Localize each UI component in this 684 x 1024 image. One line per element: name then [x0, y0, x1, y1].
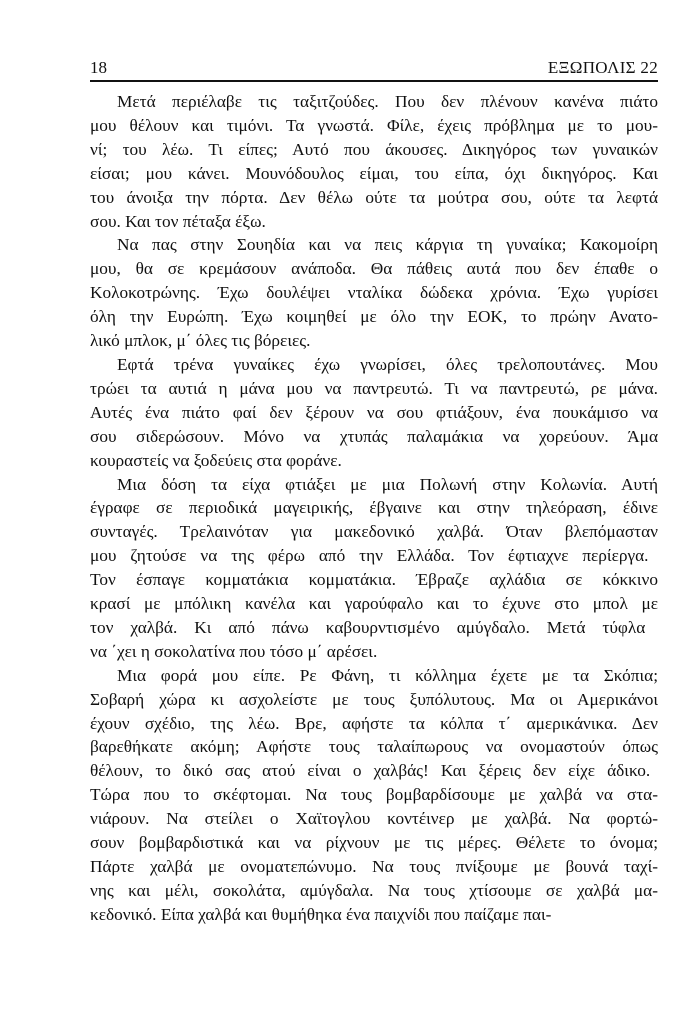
text-line: Πάρτε χαλβά με ονοματεπώνυμο. Να τους πνίξουμε με βουνά ταχί- — [90, 857, 658, 876]
text-line: λικό μπλοκ, μ΄ όλες τις βόρειες. — [90, 331, 311, 351]
text-line: μου ζητούσε να της φέρω από την Ελλάδα. Τον έφτιαχνε περίεργα. — [90, 546, 649, 566]
paragraph — [90, 90, 658, 233]
text-line: νης και μέλι, σοκολάτα, αμύγδαλα. Να τους χτίσουμε σε χαλβά μα- — [90, 880, 658, 900]
running-header — [90, 56, 658, 80]
text-line: είσαι; μου κάνει. Μουνόδουλος είμαι, του είπα, όχι δικηγόρος. Και — [90, 163, 658, 183]
paragraph — [90, 353, 658, 473]
text-line: σουν βομβαρδιστικά και να ρίχνουν με τις μέρες. Θέλετε το όνομα; — [90, 833, 658, 853]
text-line: Σοβαρή χώρα κι ασχολείστε με τους ξυπόλυτους. Μα οι Αμερικάνοι — [90, 689, 658, 709]
text-line: Μετά περιέλαβε τις ταξιτζούδες. Που δεν πλένουν κανένα πιάτο — [117, 92, 658, 111]
text-line: να ΄χει η σοκολατίνα που τόσο μ΄ αρέσει. — [90, 641, 378, 661]
text-line: όλη την Ευρώπη. Έχω κοιμηθεί με όλο την ΕΟΚ, το πρώην Ανατο- — [90, 307, 658, 327]
text-line: τον χαλβά. Κι από πάνω καβουρντισμένο αμύγδαλο. Μετά τύφλα — [90, 617, 646, 637]
text-line: Να πας στην Σουηδία και να πεις κάργια τη γυναίκα; Κακομοίρη — [117, 235, 658, 255]
text-line: μου θέλουν και τιμόνι. Τα γνωστά. Φίλε, έχεις πρόβλημα με το μου- — [90, 115, 658, 135]
text-line: Κολοκοτρώνης. Έχω δουλέψει νταλίκα δώδεκα χρόνια. Έχω γυρίσει — [90, 283, 658, 303]
body-text — [90, 90, 658, 927]
text-line: Μια φορά μου είπε. Ρε Φάνη, τι κόλλημα έχετε με τα Σκόπια; — [117, 665, 658, 685]
text-line: βαρεθήκατε ακόμη; Αφήστε τους ταλαίπωρους να ονομαστούν όπως — [90, 737, 658, 757]
page-number: 18 — [90, 58, 107, 77]
text-line: σου. Και τον πέταξα έξω. — [90, 211, 266, 231]
header-rule — [90, 80, 658, 82]
text-line: έχουν σχέδιο, της λέω. Βρε, αφήστε τα κόλπα τ΄ αμερικάνικα. Δεν — [90, 713, 658, 733]
paragraph — [90, 233, 658, 353]
text-line: συνταγές. Τρελαινόταν για μακεδονικό χαλβά. Όταν βλεπόμασταν — [90, 522, 658, 542]
text-line: κεδονικό. Είπα χαλβά και θυμήθηκα ένα παιχνίδι που παίζαμε παι- — [90, 904, 552, 924]
text-line: νί; του λέω. Τι είπες; Αυτό που άκουσες. Δικηγόρος των γυναικών — [90, 139, 658, 159]
running-title: ΕΞΩΠΟΛΙΣ 22 — [547, 58, 658, 77]
text-line: κουραστείς να ξοδεύεις στα φοράνε. — [90, 450, 342, 470]
paragraph — [90, 664, 658, 927]
text-line: Αυτές ένα πιάτο φαί δεν ξέρουν να σου φτιάξουν, ένα πουκάμισο να — [90, 402, 658, 422]
text-line: Εφτά τρένα γυναίκες έχω γνωρίσει, όλες τρελοπουτάνες. Μου — [117, 354, 658, 374]
paragraph — [90, 473, 658, 664]
book-page — [90, 56, 658, 924]
text-line: νιάρουν. Να στείλει ο Χαϊτογλου κοντέινερ με χαλβά. Να φορτώ- — [90, 809, 658, 829]
text-line: του άνοιξα την πόρτα. Δεν θέλω ούτε τα μούτρα σου, ούτε τα λεφτά — [90, 187, 658, 207]
text-line: τρώει τα αυτιά η μάνα μου να παντρευτώ. Τι να παντρευτώ, ρε μάνα. — [90, 378, 658, 398]
text-line: έγραφε σε περιοδικά μαγειρικής, έβγαινε και στην τηλεόραση, έδινε — [90, 498, 658, 518]
text-line: Τώρα που το σκέφτομαι. Να τους βομβαρδίσουμε με χαλβά να στα- — [90, 785, 658, 805]
text-line: θέλουν, το δικό σας ατού είναι ο χαλβάς! Και ξέρεις δεν είχε άδικο. — [90, 761, 651, 781]
text-line: μου, θα σε κρεμάσουν ανάποδα. Θα πάθεις αυτά που δεν έπαθε ο — [90, 259, 658, 279]
text-line: Τον έσπαγε κομματάκια κομματάκια. Έβραζε αχλάδια σε κόκκινο — [90, 570, 658, 590]
text-line: σου σιδερώσουν. Μόνο να χτυπάς παλαμάκια να χορεύουν. Άμα — [90, 426, 658, 446]
text-line: Μια δόση τα είχα φτιάξει με μια Πολωνή στην Κολωνία. Αυτή — [117, 474, 658, 494]
text-line: κρασί με μπόλικη κανέλα και γαρούφαλο και το έχυνε στο μπολ με — [90, 594, 658, 614]
